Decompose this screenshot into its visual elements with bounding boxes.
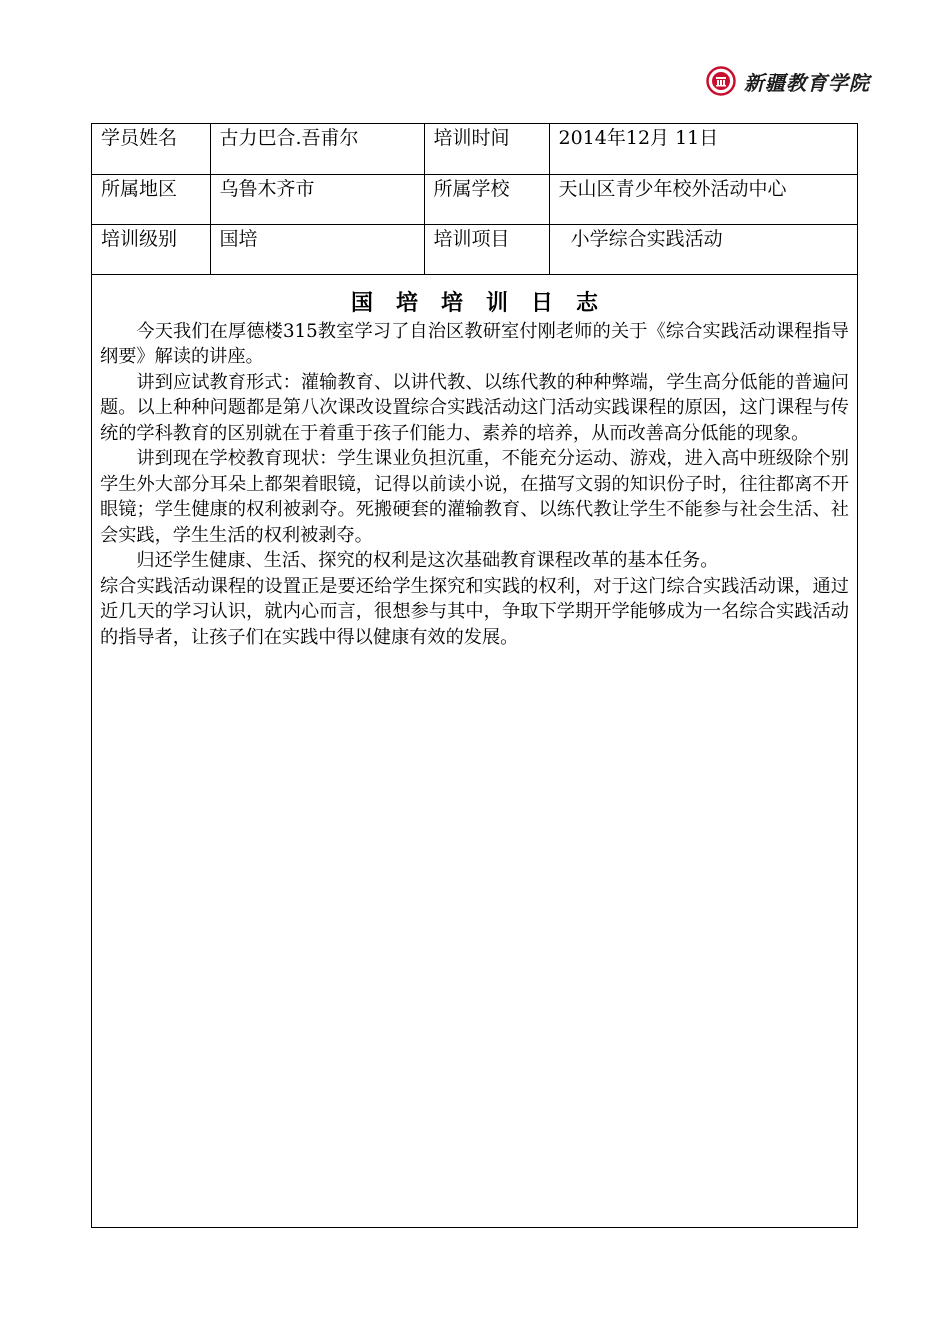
log-paragraph: 综合实践活动课程的设置正是要还给学生探究和实践的权利，对于这门综合实践活动课，通过近几天的学习认识，就内心而言，很想参与其中，争取下学期开学能够成为一名综合实践活动的指导者，让孩子们在实践中得以健康有效的发展。 (100, 575, 849, 648)
value-training-time: 2014年12月 11日 (549, 124, 857, 174)
table-row (92, 174, 857, 224)
log-body (92, 317, 857, 651)
table-row (92, 224, 857, 274)
log-paragraph: 今天我们在厚德楼315教室学习了自治区教研室付刚老师的关于《综合实践活动课程指导纲要》解读的讲座。 (100, 320, 849, 367)
value-training-level: 国培 (210, 224, 424, 274)
label-trainee-name: 学员姓名 (92, 124, 210, 174)
table-row (92, 124, 857, 174)
college-logo (706, 66, 870, 96)
value-region: 乌鲁木齐市 (210, 174, 424, 224)
label-school: 所属学校 (424, 174, 549, 224)
value-trainee-name: 古力巴合.吾甫尔 (210, 124, 424, 174)
label-region: 所属地区 (92, 174, 210, 224)
training-log-form (91, 123, 858, 1228)
trainee-info-table (92, 124, 857, 275)
label-training-time: 培训时间 (424, 124, 549, 174)
log-paragraph: 讲到应试教育形式：灌输教育、以讲代教、以练代教的种种弊端，学生高分低能的普遍问题。以上种种问题都是第八次课改设置综合实践活动这门活动实践课程的原因，这门课程与传统的学科教育的区别就在于着重于孩子们能力、素养的培养，从而改善高分低能的现象。 (100, 371, 849, 444)
college-seal-icon (706, 66, 736, 96)
value-training-project: 小学综合实践活动 (549, 224, 857, 274)
label-training-project: 培训项目 (424, 224, 549, 274)
college-logo-text: 新疆教育学院 (744, 70, 870, 95)
log-title: 国培培训日志 (350, 289, 621, 316)
log-paragraph: 讲到现在学校教育现状：学生课业负担沉重，不能充分运动、游戏，进入高中班级除个别学生外大部分耳朵上都架着眼镜，记得以前读小说，在描写文弱的知识份子时，往往都离不开眼镜；学生健康的权利被剥夺。死搬硬套的灌输教育、以练代教让学生不能参与社会生活、社会实践，学生生活的权利被剥夺。 (100, 448, 849, 546)
value-school: 天山区青少年校外活动中心 (549, 174, 857, 224)
log-paragraph: 归还学生健康、生活、探究的权利是这次基础教育课程改革的基本任务。 (136, 550, 719, 571)
label-training-level: 培训级别 (92, 224, 210, 274)
